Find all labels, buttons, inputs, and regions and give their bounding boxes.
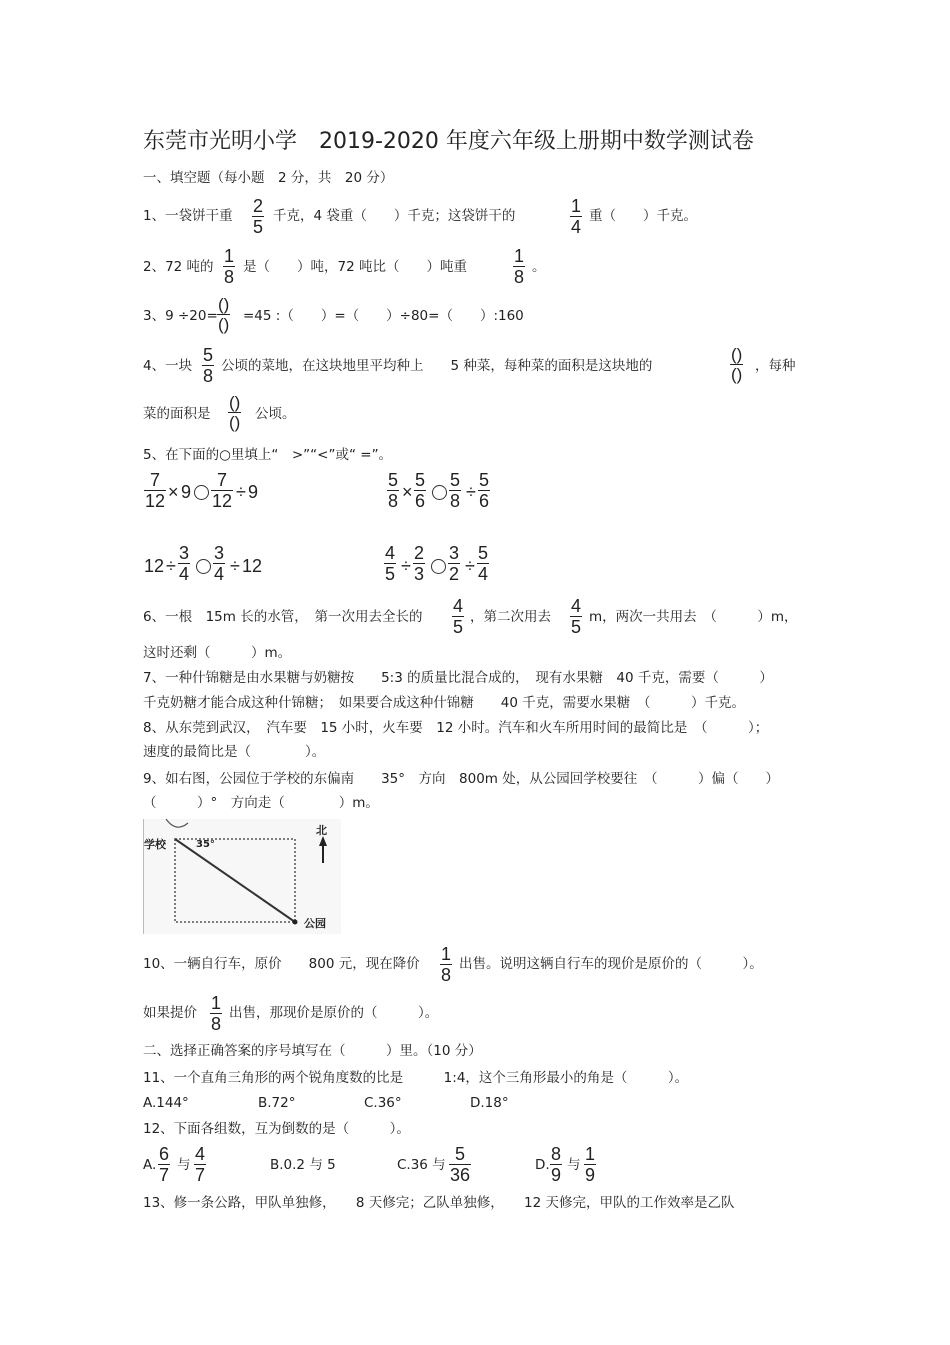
q4-text-b: 公顷的菜地，在这块地里平均种上 5 种菜，每种菜的面积是这块地的: [221, 358, 653, 374]
q6-text-a: 6、一根 15m 长的水管， 第一次用去全长的: [143, 609, 423, 625]
q6-text-b: ，第二次用去: [470, 609, 551, 625]
q6-fraction-4-5: 4 5: [453, 596, 464, 637]
q10-text-a: 10、一辆自行车，原价 800 元，现在降价: [143, 956, 420, 972]
q5-frac-5-8b: 5 8: [450, 470, 461, 511]
q12-option-a[interactable]: A.: [143, 1157, 157, 1173]
q1-text-a: 1、一袋饼干重: [143, 208, 233, 224]
school-label: 学校: [144, 838, 166, 851]
q5-frac-3-4: 3 4: [179, 543, 190, 584]
q12-option-b[interactable]: B.0.2 与 5: [270, 1157, 336, 1173]
q6-text-d: 这时还剩（ ）m。: [143, 645, 292, 661]
q1-fraction-1-4: 1 4: [571, 196, 582, 237]
q12-frac-5-36: 5 36: [450, 1144, 471, 1185]
q12-frac-6-7: 6 7: [159, 1144, 170, 1185]
q4-fraction-5-8: 5 8: [203, 345, 214, 386]
q5-number: 12: [242, 556, 263, 576]
q5-frac-3-2: 3 2: [449, 543, 460, 584]
q12-frac-1-9: 1 9: [585, 1144, 596, 1185]
q10-fraction-1-8: 1 8: [441, 944, 452, 985]
north-label: 北: [316, 824, 327, 837]
q11-option-b[interactable]: B.72°: [258, 1095, 296, 1111]
q12-frac-8-9: 8 9: [551, 1144, 562, 1185]
q4-text-d: 菜的面积是: [143, 406, 211, 422]
compare-circle[interactable]: [196, 559, 211, 574]
divide-sign: ÷: [465, 556, 475, 576]
q12-and: 与: [567, 1157, 581, 1173]
q10-fraction-1-8b: 1 8: [211, 993, 222, 1034]
compare-circle[interactable]: [432, 485, 447, 500]
q11-text: 11、一个直角三角形的两个锐角度数的比是 1:4，这个三角形最小的角是（ ）。: [143, 1070, 689, 1086]
times-sign: ×: [168, 482, 179, 502]
q4-text-a: 4、一块: [143, 358, 193, 374]
angle-arc: [166, 819, 188, 827]
q8-text-a: 8、从东莞到武汉， 汽车要 15 小时，火车要 12 小时。汽车和火车所用时间的最简比是 （ ）；: [143, 720, 769, 736]
q4-placeholder-fraction-2: () (): [229, 393, 241, 432]
q12-and: 与: [177, 1157, 191, 1173]
q12-frac-4-7: 4 7: [195, 1144, 206, 1185]
q5-frac-5-6: 5 6: [415, 470, 426, 511]
q12-text: 12、下面各组数，互为倒数的是（ ）。: [143, 1121, 410, 1137]
q5-frac-7-12: 7 12: [145, 470, 166, 511]
q1-text-b: 千克，4 袋重（ ）千克；这袋饼干的: [273, 208, 516, 224]
q5-frac-5-6b: 5 6: [479, 470, 490, 511]
q5-frac-7-12b: 7 12: [212, 470, 233, 511]
q5-frac-3-4b: 3 4: [214, 543, 225, 584]
q10-text-c: 如果提价: [143, 1005, 197, 1021]
school-to-park-line: [175, 839, 295, 922]
q4-text-e: 公顷。: [255, 406, 296, 422]
page-title: 东莞市光明小学 2019-2020 年度六年级上册期中数学测试卷: [143, 129, 754, 154]
divide-sign: ÷: [401, 556, 411, 576]
divide-sign: ÷: [236, 482, 246, 502]
q4-placeholder-fraction: () (): [731, 345, 743, 384]
q12-option-c[interactable]: C.36 与: [397, 1157, 446, 1173]
q11-option-c[interactable]: C.36°: [364, 1095, 402, 1111]
q1-text-c: 重（ ）千克。: [589, 208, 697, 224]
q3-placeholder-fraction: () (): [218, 295, 230, 334]
q9-text-a: 9、如右图，公园位于学校的东偏南 35° 方向 800m 处，从公园回学校要往 （ ）偏（ ）: [143, 771, 779, 787]
q6-text-c: m，两次一共用去 （ ）m，: [589, 609, 798, 625]
q8-text-b: 速度的最简比是（ ）。: [143, 744, 326, 760]
q5-frac-2-3: 2 3: [414, 543, 425, 584]
divide-sign: ÷: [166, 556, 176, 576]
q10-text-d: 出售，那现价是原价的（ ）。: [229, 1005, 439, 1021]
q11-option-d[interactable]: D.18°: [470, 1095, 509, 1111]
q10-text-b: 出售。说明这辆自行车的现价是原价的（ ）。: [459, 956, 763, 972]
q5-text: 5、在下面的○里填上“ >”“<”或“ =”。: [143, 447, 393, 463]
q9-map-figure: [143, 819, 341, 934]
q5-number: 9: [248, 482, 259, 502]
q3-text-b: =45 :（ ）=（ ）÷80=（ ）:160: [243, 308, 524, 324]
q2-fraction-1-8b: 1 8: [514, 246, 525, 287]
q5-frac-5-4: 5 4: [478, 543, 489, 584]
q2-text-a: 2、72 吨的: [143, 259, 214, 275]
q5-number: 9: [181, 482, 192, 502]
q6-fraction-4-5b: 4 5: [571, 596, 582, 637]
section-1-heading: 一、填空题（每小题 2 分，共 20 分）: [143, 170, 394, 186]
q13-text: 13、修一条公路，甲队单独修， 8 天修完；乙队单独修， 12 天修完，甲队的工作效率是乙队: [143, 1195, 735, 1211]
park-label: 公园: [304, 917, 326, 930]
q5-number: 12: [144, 556, 165, 576]
q11-option-a[interactable]: A.144°: [143, 1095, 189, 1111]
q12-option-d[interactable]: D.: [535, 1157, 550, 1173]
compare-circle[interactable]: [194, 485, 209, 500]
park-dot: [293, 920, 298, 925]
q2-text-b: 是（ ）吨，72 吨比（ ）吨重: [243, 259, 467, 275]
q2-text-c: 。: [532, 259, 546, 275]
q4-text-c: ，每种: [755, 358, 796, 374]
q1-fraction-2-5: 2 5: [253, 196, 264, 237]
q5-frac-5-8: 5 8: [388, 470, 399, 511]
divide-sign: ÷: [230, 556, 240, 576]
divide-sign: ÷: [466, 482, 476, 502]
section-2-heading: 二、选择正确答案的序号填写在（ ）里。（10 分）: [143, 1043, 482, 1059]
q9-text-b: （ ）° 方向走（ ）m。: [143, 795, 379, 811]
q2-fraction-1-8: 1 8: [224, 246, 235, 287]
times-sign: ×: [402, 482, 413, 502]
compare-circle[interactable]: [431, 559, 446, 574]
angle-label: 35°: [196, 839, 215, 850]
q7-text-b: 千克奶糖才能合成这种什锦糖； 如果要合成这种什锦糖 40 千克，需要水果糖 （ ）千克。: [143, 695, 745, 711]
q7-text-a: 7、一种什锦糖是由水果糖与奶糖按 5:3 的质量比混合成的， 现有水果糖 40 千克，需要（ ）: [143, 670, 773, 686]
q5-frac-4-5: 4 5: [385, 543, 396, 584]
q3-text-a: 3、9 ÷20=: [143, 308, 218, 324]
